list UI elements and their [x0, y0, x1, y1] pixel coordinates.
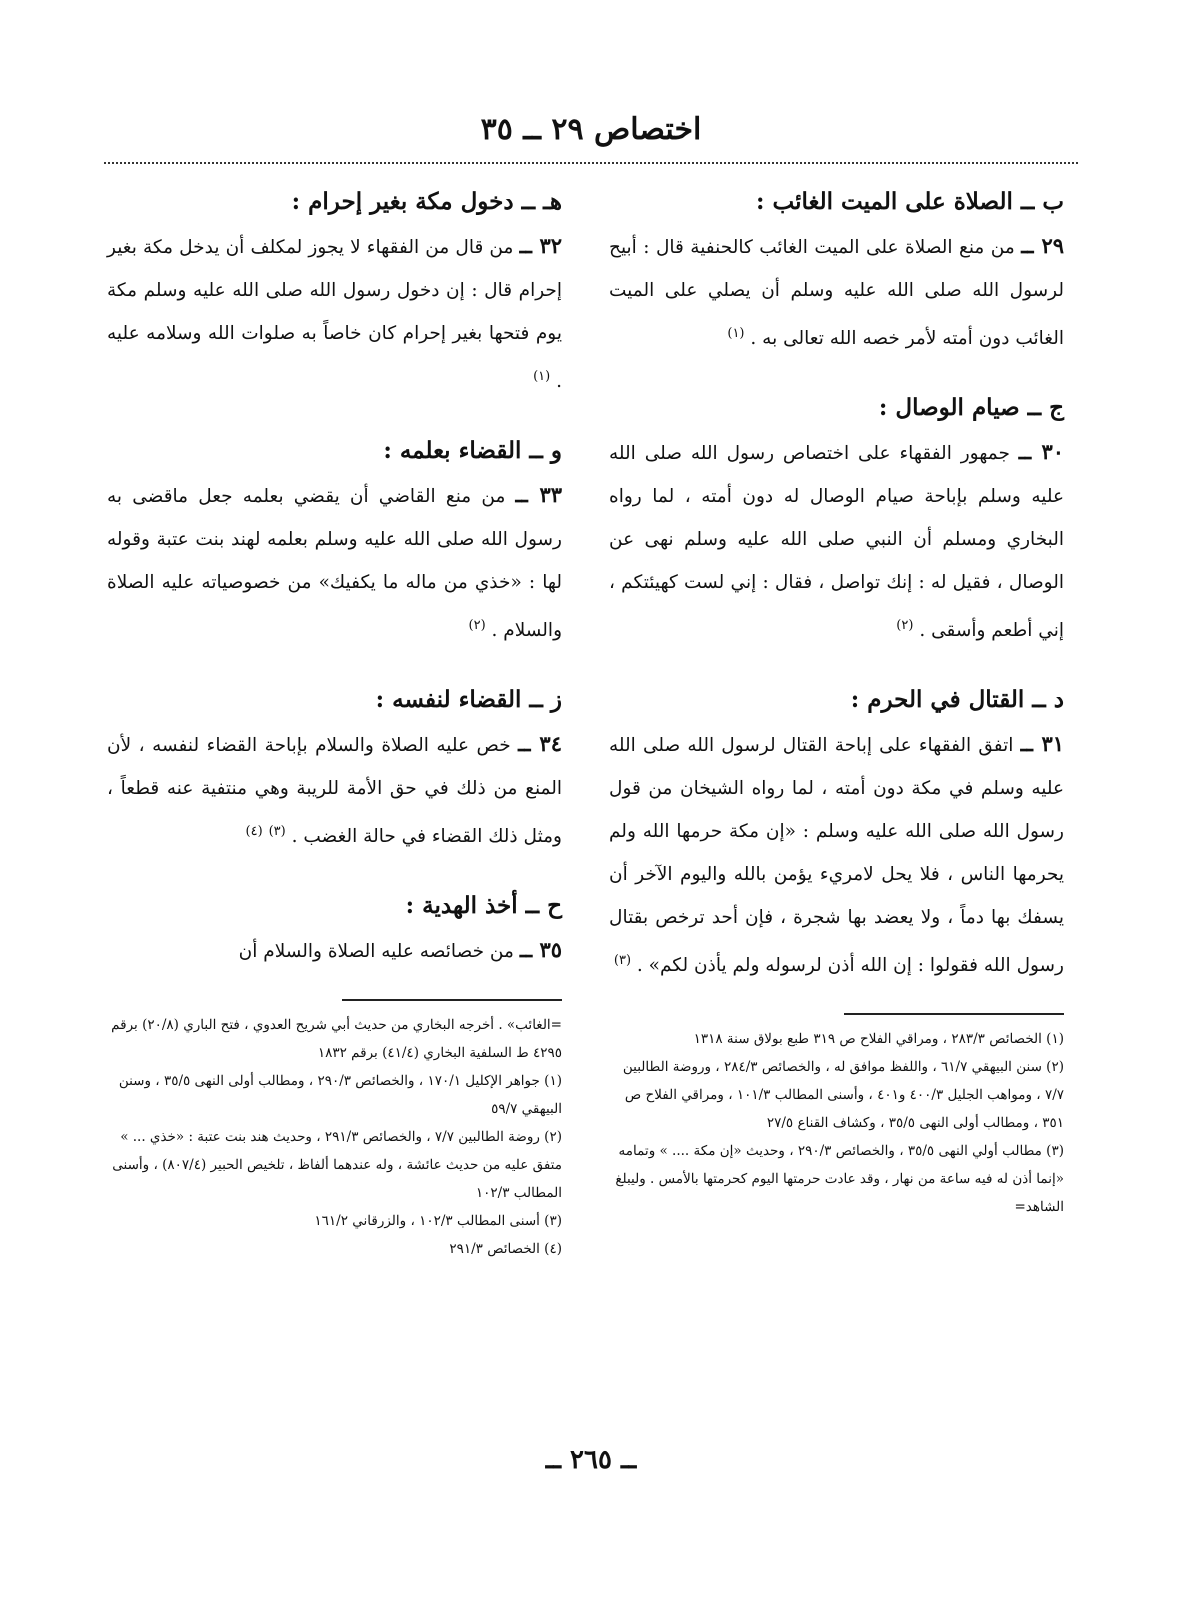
paragraph-text: اتفق الفقهاء على إباحة القتال لرسول الله صلى الله عليه وسلم في مكة دون أمته ، لما رواه الشيخان من قول رسول الله صلى الله عليه وسلم : «إن مكة حرمها الله ولم يحرمها الناس ، فلا يحل لامريء يؤمن بالله واليوم الآخر أن يسفك بها دماً ، ولا يعضد بها شجرة ، فإن أحد ترخص بقتال رسول الله فقولوا : إن الله أذن لرسوله ولم يأذن لكم» .	[609, 735, 1064, 977]
footnote: =الغائب» . أخرجه البخاري من حديث أبي شريح العدوي ، فتح الباري (٢٠/٨) برقم ٤٢٩٥ ط السلفية البخاري (٤١/٤) برقم ١٨٣٢	[111, 1017, 562, 1062]
section-heading: ج ــ صيام الوصال :	[878, 394, 1064, 422]
item-number: ٣٢ ــ	[519, 233, 563, 258]
footnote-ref: (١)	[533, 369, 551, 384]
footnote-ref: (١)	[727, 326, 745, 341]
section-35	[107, 884, 562, 973]
section-paragraph	[107, 473, 562, 652]
footnote-divider	[342, 999, 562, 1001]
section-32	[107, 180, 562, 403]
section-heading: د ــ القتال في الحرم :	[850, 686, 1064, 714]
section-paragraph	[107, 928, 562, 973]
paragraph-text: جمهور الفقهاء على اختصاص رسول الله صلى الله عليه وسلم بإباحة صيام الوصال له دون أمته ، لما رواه البخاري ومسلم أن النبي صلى الله عليه وسلم نهى عن الوصال ، فقيل له : إنك تواصل ، فقال : إني لست كهيئتكم ، إني أطعم وأسقى .	[609, 443, 1064, 642]
page-title: اختصاص ٢٩ ــ ٣٥	[480, 112, 702, 147]
footnote: (٤) الخصائص ٢٩١/٣	[449, 1241, 562, 1258]
left-column	[107, 180, 562, 1263]
paragraph-text: من منع الصلاة على الميت الغائب كالحنفية قال : أبيح لرسول الله صلى الله عليه وسلم أن يصلي على الميت الغائب دون أمته لأمر خصه الله تعالى به .	[609, 237, 1064, 350]
paragraph-text: من منع القاضي أن يقضي بعلمه جعل ماقضى به رسول الله صلى الله عليه وسلم بعلمه لهند بنت عتبة وقوله لها : «خذي من ماله ما يكفيك» من خصوصياته عليه الصلاة والسلام .	[107, 486, 562, 642]
section-paragraph	[609, 722, 1064, 987]
footnote: (١) جواهر الإكليل ١٧٠/١ ، والخصائص ٢٩٠/٣ ، ومطالب أولى النهى ٣٥/٥ ، وسنن البيهقي ٥٩/٧	[118, 1073, 562, 1118]
section-31	[609, 678, 1064, 987]
paragraph-text: خص عليه الصلاة والسلام بإباحة القضاء لنفسه ، لأن المنع من ذلك في حق الأمة للريبة وهي منتفية عنه قطعاً ، ومثل ذلك القضاء في حالة الغضب .	[107, 735, 562, 848]
section-30	[609, 386, 1064, 652]
item-number: ٣١ ــ	[1020, 731, 1064, 757]
footnote: (٢) سنن البيهقي ٦١/٧ ، واللفظ موافق له ، والخصائص ٢٨٤/٣ ، وروضة الطالبين ٧/٧ ، ومواهب الجليل ٤٠٠/٣ و٤٠١ ، وأسنى المطالب ١٠١/٣ ، ومراقي الفلاح ص ٣٥١ ، ومطالب أولى النهى ٣٥/٥ ، وكشاف القناع ٢٧/٥	[622, 1059, 1064, 1132]
section-heading: و ــ القضاء بعلمه :	[383, 437, 562, 465]
item-number: ٢٩ ــ	[1021, 233, 1064, 258]
footnotes-left	[107, 1011, 562, 1263]
right-column	[609, 180, 1064, 1221]
section-heading: ز ــ القضاء لنفسه :	[375, 686, 562, 714]
section-heading: ح ــ أخذ الهدية :	[405, 892, 562, 920]
section-34	[107, 678, 562, 858]
item-number: ٣٥ ــ	[519, 937, 562, 963]
section-heading: هـ ــ دخول مكة بغير إحرام :	[291, 188, 562, 215]
footnotes-right	[609, 1025, 1064, 1221]
footnote: (٣) مطالب أولي النهى ٣٥/٥ ، والخصائص ٢٩٠/٣ ، وحديث «إن مكة .... » وتمامه «إنما أذن له فيه ساعة من نهار ، وقد عادت حرمتها اليوم كحرمتها بالأمس . وليبلغ الشاهد=	[615, 1143, 1064, 1216]
item-number: ٣٤ ــ	[518, 731, 562, 757]
section-29	[609, 180, 1064, 360]
footnote: (١) الخصائص ٢٨٣/٣ ، ومراقي الفلاح ص ٣١٩ طبع بولاق سنة ١٣١٨	[693, 1031, 1064, 1048]
section-paragraph	[609, 224, 1064, 360]
item-number: ٣٠ ــ	[1018, 439, 1064, 465]
footnote-divider	[844, 1013, 1064, 1015]
page-number: ــ ٢٦٥ ــ	[545, 1445, 637, 1475]
paragraph-text: من قال من الفقهاء لا يجوز لمكلف أن يدخل مكة بغير إحرام قال : إن دخول رسول الله صلى الله عليه وسلم مكة يوم فتحها بغير إحرام كان خاصاً به صلوات الله وسلامه عليه .	[107, 237, 562, 393]
item-number: ٣٣ ــ	[515, 482, 562, 508]
section-33	[107, 429, 562, 652]
footnote-ref: (٣)	[268, 824, 286, 840]
footnote: (٢) روضة الطالبين ٧/٧ ، والخصائص ٢٩١/٣ ، وحديث هند بنت عتبة : «خذي ... » متفق عليه من حديث عائشة ، وله عندهما ألفاظ ، تلخيص الحبير (٨٠٧/٤) ، وأسنى المطالب ١٠٢/٣	[112, 1129, 562, 1202]
section-heading: ب ــ الصلاة على الميت الغائب :	[756, 188, 1064, 215]
section-paragraph	[107, 224, 562, 403]
header-divider	[104, 162, 1078, 164]
footnote-ref: (٢)	[468, 618, 486, 634]
footnote-ref: (٣)	[613, 953, 632, 969]
paragraph-text: من خصائصه عليه الصلاة والسلام أن	[238, 941, 514, 963]
section-paragraph	[107, 722, 562, 858]
section-paragraph	[609, 430, 1064, 652]
footnote: (٣) أسنى المطالب ١٠٢/٣ ، والزرقاني ١٦١/٢	[314, 1213, 562, 1230]
footnote-ref: (٢)	[896, 618, 914, 634]
footnote-ref: (٤)	[245, 824, 263, 840]
